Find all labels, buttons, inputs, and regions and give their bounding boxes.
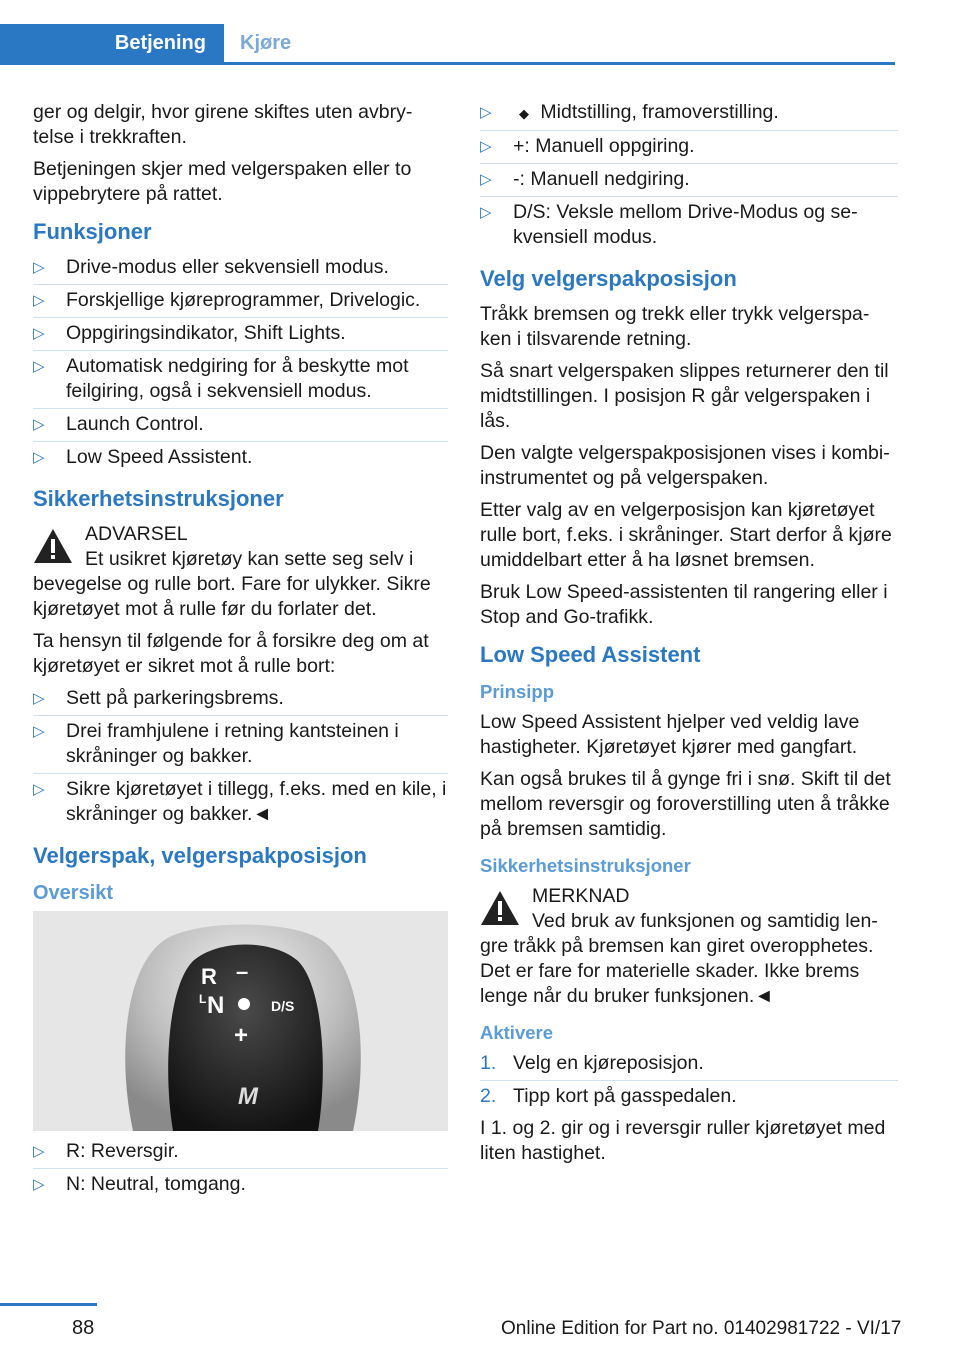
velg-paragraph: Så snart velgerspaken slippes returnerer den til midtstillingen. I posisjon R går velgerspaken i lås. (480, 360, 889, 432)
list-item: ▷ Low Speed Assistent. (33, 446, 253, 468)
advarsel-label: ADVARSEL (85, 523, 188, 545)
merknad-label: MERKNAD (532, 885, 630, 907)
center-position-icon: ◆ (519, 106, 529, 121)
prinsipp-paragraph: Low Speed Assistent hjelper ved veldig lave hastigheter. Kjøretøyet kjører med gangfart. (480, 711, 860, 758)
sikkerhet-subheading: Sikkerhetsinstruksjoner (480, 855, 691, 876)
intro-paragraph: Betjeningen skjer med velgerspaken eller to vippebrytere på rattet. (33, 158, 412, 205)
velg-paragraph: Bruk Low Speed-assistenten til rangering eller i Stop and Go-trafikk. (480, 581, 888, 628)
velg-paragraph: Den valgte velgerspakposisjonen vises i kombi-instrumentet og på velgerspaken. (480, 442, 890, 489)
velgerspak-heading: Velgerspak, velgerspakposisjon (33, 843, 367, 868)
sikre-list (33, 686, 448, 831)
velg-paragraph: Tråkk bremsen og trekk eller trykk velgerspa-ken i tilsvarende retning. (480, 303, 870, 350)
page-number: 88 (72, 1317, 95, 1339)
left-column (33, 100, 448, 1204)
list-item: ▷ -: Manuell nedgiring. (480, 167, 898, 197)
center-dot-icon (238, 998, 250, 1010)
prinsipp-heading: Prinsipp (480, 681, 555, 702)
velg-heading: Velg velgerspakposisjon (480, 266, 737, 291)
aktivere-steps (480, 1051, 898, 1113)
list-item: ▷ Sikre kjøretøyet i tillegg, f.eks. med en kile, i skråninger og bakker.◄ (33, 778, 447, 825)
prinsipp-paragraph: Kan også brukes til å gynge fri i snø. Skift til det mellom reversgir og foroverstilling uten å tråkke på bremsen samtidig. (480, 768, 891, 840)
edition-note: Online Edition for Part no. 01402981722 - VI/17 (501, 1318, 902, 1339)
positions-list (480, 100, 898, 254)
list-item: ▷ N: Neutral, tomgang. (33, 1173, 246, 1195)
knob-label-n: N (207, 992, 225, 1019)
knob-label-l: L (199, 992, 207, 1006)
funksjoner-heading: Funksjoner (33, 219, 152, 244)
list-item: ▷ Automatisk nedgiring for å beskytte mot feilgiring, også i sekvensiell modus. (33, 354, 448, 409)
knob-label-ds: D/S (271, 998, 295, 1014)
lsa-heading: Low Speed Assistent (480, 642, 701, 667)
oversikt-heading: Oversikt (33, 882, 114, 904)
list-item: ▷ ◆ Midtstilling, framoverstilling. (480, 100, 898, 131)
knob-label-plus: + (234, 1022, 249, 1049)
hensyn-paragraph: Ta hensyn til følgende for å forsikre deg om at kjøretøyet er sikret mot å rulle bort: (33, 630, 429, 677)
header-tabs (0, 24, 895, 65)
merknad-block (480, 884, 898, 1009)
intro-paragraph: ger og delgir, hvor girene skiftes uten avbry-telse i trekkraften. (33, 101, 413, 148)
warning-icon (33, 528, 73, 564)
knob-label-minus: – (236, 959, 249, 984)
funksjoner-list (33, 255, 448, 474)
list-item: ▷ D/S: Veksle mellom Drive-Modus og se-kvensiell modus. (480, 201, 858, 248)
list-item: ▷ +: Manuell oppgiring. (480, 134, 898, 164)
step-item: 1. Velg en kjøreposisjon. (480, 1051, 898, 1081)
final-paragraph: I 1. og 2. gir og i reversgir ruller kjøretøyet med liten hastighet. (480, 1117, 886, 1164)
list-item: ▷ Oppgiringsindikator, Shift Lights. (33, 321, 448, 351)
advarsel-block (33, 522, 448, 622)
list-item: ▷ Sett på parkeringsbrems. (33, 686, 448, 716)
oversikt-list (33, 1139, 448, 1201)
list-item: ▷ Drive-modus eller sekvensiell modus. (33, 255, 448, 285)
merknad-text: Ved bruk av funksjonen og samtidig len-gre tråkk på bremsen kan giret overopphetes. Det er fare for materielle skader. Ikke brems lenge når du bruker funksjonen.◄ (480, 910, 878, 1007)
right-column (480, 100, 898, 1173)
list-item: ▷ Drei framhjulene i retning kantsteinen i skråninger og bakker. (33, 719, 448, 774)
m-logo: M (238, 1083, 258, 1110)
velg-paragraph: Etter valg av en velgerposisjon kan kjøretøyet rulle bort, f.eks. i skråninger. Start derfor å kjøre umiddelbart etter å ha løsnet bremsen. (480, 499, 892, 571)
gear-selector-figure (33, 911, 448, 1131)
list-item: ▷ Launch Control. (33, 412, 448, 442)
tab-kjore[interactable]: Kjøre (240, 32, 292, 54)
step-item: 2. Tipp kort på gasspedalen. (480, 1085, 737, 1107)
knob-label-r: R (201, 964, 217, 989)
gear-knob-illustration (33, 911, 448, 1131)
list-item: ▷ Forskjellige kjøreprogrammer, Drivelogic. (33, 288, 448, 318)
list-item: ▷ R: Reversgir. (33, 1139, 448, 1169)
sikkerhet-heading: Sikkerhetsinstruksjoner (33, 486, 284, 511)
footer-rule (0, 1303, 97, 1306)
advarsel-text: Et usikret kjøretøy kan sette seg selv i bevegelse og rulle bort. Fare for ulykker. Sikre kjøretøyet mot å rulle før du forlater det. (33, 548, 431, 620)
warning-icon (480, 890, 520, 926)
tab-betjening[interactable]: Betjening (0, 24, 224, 62)
aktivere-heading: Aktivere (480, 1022, 554, 1043)
